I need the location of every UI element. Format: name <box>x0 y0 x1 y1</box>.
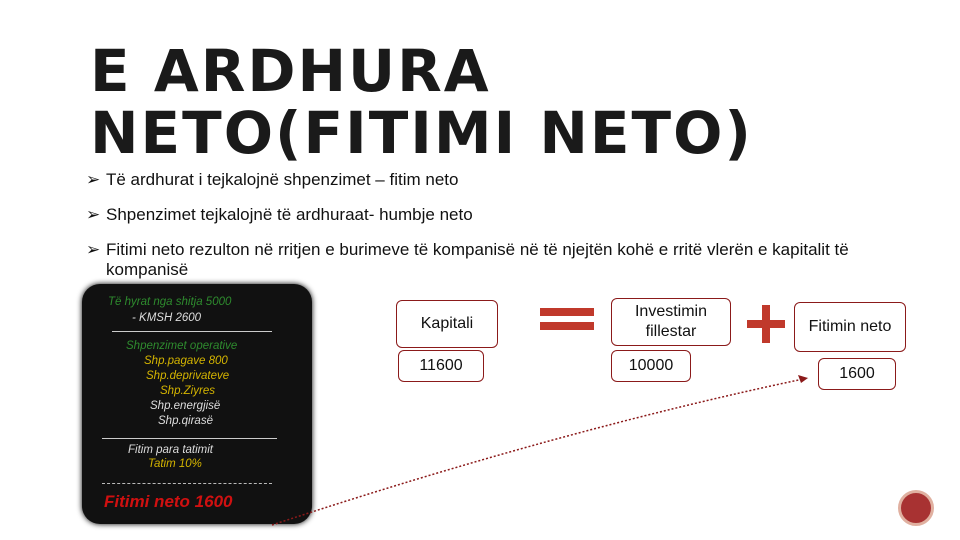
arrow-bullet-icon: ➢ <box>86 205 101 224</box>
revenue-line: Të hyrat nga shitja 5000 <box>108 296 232 308</box>
bullet-text: Të ardhurat i tejkalojnë shpenzimet – fitim neto <box>106 170 459 189</box>
wages-line: Shp.pagave 800 <box>144 355 228 367</box>
investment-value-box: 10000 <box>611 350 691 382</box>
capital-value-box: 11600 <box>398 350 484 382</box>
opex-title: Shpenzimet operative <box>126 340 238 352</box>
depreciation-line: Shp.deprivateve <box>146 370 230 382</box>
interest-line: Shp.Ziyres <box>160 385 215 397</box>
arrow-bullet-icon: ➢ <box>86 240 101 259</box>
ebt-line: Fitim para tatimit <box>128 444 213 456</box>
net-profit-line: Fitimi neto 1600 <box>104 492 233 511</box>
capital-label-box: Kapitali <box>396 300 498 348</box>
investment-label-box: Investimin fillestar <box>611 298 731 346</box>
tax-line: Tatim 10% <box>148 458 202 470</box>
arrow-bullet-icon: ➢ <box>86 170 101 189</box>
bullet-text: Shpenzimet tejkalojnë të ardhuraat- humbje neto <box>106 205 473 224</box>
rent-line: Shp.qirasë <box>158 415 213 427</box>
slide-title: E ARDHURA NETO(FITIMI NETO) <box>90 37 753 167</box>
decorative-circle-icon <box>898 490 934 526</box>
profit-label-box: Fitimin neto <box>794 302 906 352</box>
energy-line: Shp.energjisë <box>150 400 221 412</box>
bullet-text: Fitimi neto rezulton në rritjen e burimeve të kompanisë në të njejtën kohë e rritë vlerën e kapitalit të kompanisë <box>106 240 849 279</box>
profit-value-box: 1600 <box>818 358 896 390</box>
cogs-line: - KMSH 2600 <box>132 312 202 324</box>
